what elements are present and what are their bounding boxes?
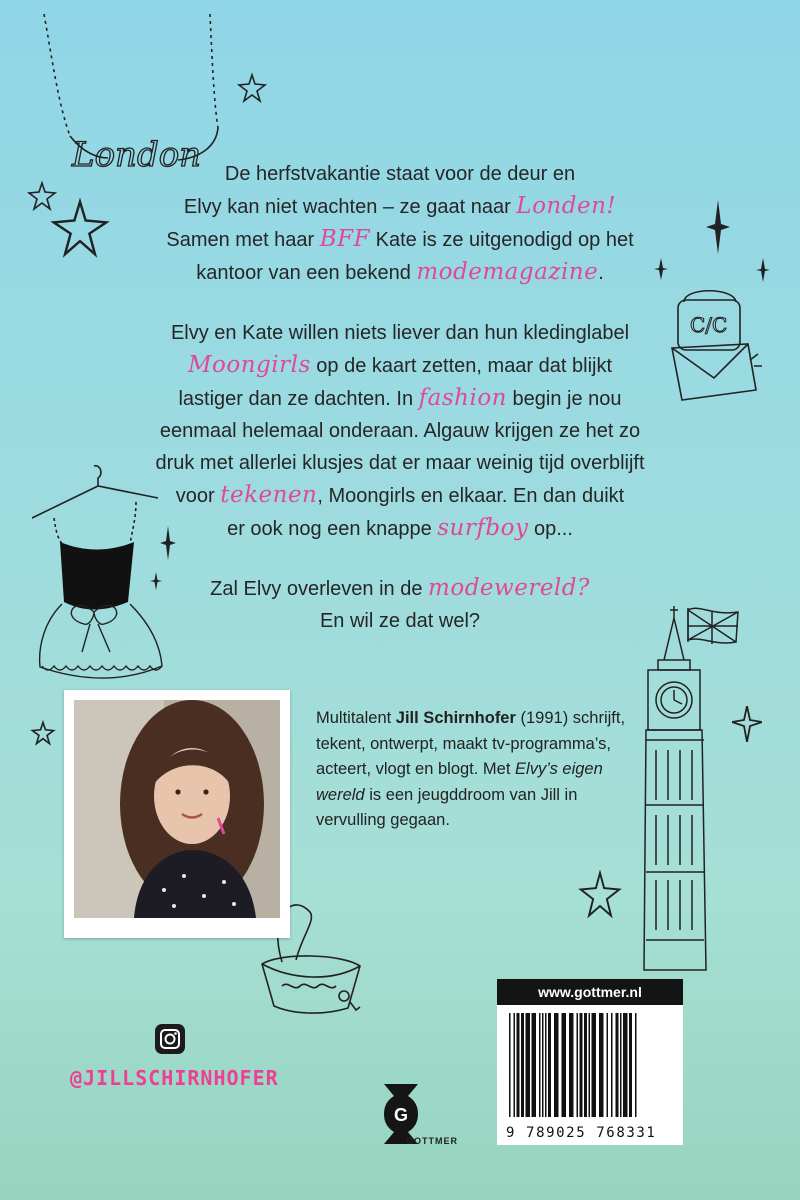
blurb-line [0,572,800,605]
barcode-bar [521,1013,524,1117]
barcode-bar [616,1013,619,1117]
instagram-handle[interactable]: @JILLSCHIRNHOFER [70,1066,279,1090]
barcode-bar [580,1013,583,1117]
star-icon [236,72,268,104]
big-ben-doodle [620,600,760,980]
barcode-bar [611,1013,613,1117]
blurb-paragraph-2 [0,317,800,545]
gottmer-logo-letter: G [393,1105,409,1125]
author-photo-frame [64,690,290,938]
barcode-bar [607,1013,609,1117]
blurb-text: voor [175,485,221,507]
blurb-text: Elvy en Kate willen niets liever dan hun kledinglabel [170,322,630,344]
barcode-bar [589,1013,591,1117]
necklace-text: London [72,135,202,175]
blurb-text: Kate is ze uitgenodigd op het [370,229,634,251]
barcode-bar [623,1013,628,1117]
barcode-bar [635,1013,637,1117]
barcode-bar [569,1013,574,1117]
handwritten-word: modemagazine [416,259,599,285]
blurb-line [0,317,800,349]
handwritten-word: Moongirls [187,352,311,378]
blurb-text: Zal Elvy overleven in de [210,578,429,600]
blurb-line [0,479,800,512]
star-icon [578,870,622,920]
blurb-text: De herfstvakantie staat voor de deur en [224,163,576,185]
barcode-bar [517,1013,520,1117]
blurb-line [0,512,800,545]
barcode-bar [577,1013,579,1117]
blurb-line [0,223,800,256]
publisher-name: GOTTMER [406,1136,458,1146]
star-icon [30,720,56,746]
blurb-text: begin je nou [506,388,622,410]
blurb-text: op... [528,518,573,540]
blurb-text: druk met allerlei klusjes dat er maar weinig tijd overblijft [155,452,645,474]
blurb-paragraph-1 [0,158,800,289]
gottmer-logo [376,1084,426,1144]
isbn-number: 9 789025 768331 [506,1125,657,1141]
blurb-text: , Moongirls en elkaar. En dan duikt [317,485,625,507]
blurb-paragraph-3 [0,572,800,637]
handwritten-word: fashion [418,385,507,411]
blurb-text: op de kaart zetten, maar dat blijkt [310,355,613,377]
barcode-bar [509,1013,511,1117]
barcode-bar [526,1013,531,1117]
star-icon [732,706,762,742]
handwritten-word: Londen! [516,193,617,219]
barcode-bar [592,1013,597,1117]
author-photo [74,700,280,918]
handwritten-word: BFF [319,226,371,252]
barcode-bar [532,1013,537,1117]
barcode-bar [562,1013,567,1117]
blurb-line [0,158,800,190]
blurb-line [0,382,800,415]
blurb-text: Samen met haar [166,229,320,251]
blurb-line [0,190,800,223]
blurb-text: Elvy kan niet wachten – ze gaat naar [183,196,517,218]
blurb-text: er ook nog een knappe [227,518,438,540]
bio-text: Multitalent [316,709,396,727]
barcode-bar [620,1013,622,1117]
barcode-bar [539,1013,541,1117]
barcode-bar [542,1013,544,1117]
blurb-line [0,605,800,637]
handwritten-word: surfboy [437,515,529,541]
blurb-text: eenmaal helemaal onderaan. Algauw krijgen ze het zo [159,420,641,442]
author-name: Jill Schirnhofer [395,709,516,727]
blurb-text: . [598,262,604,284]
barcode-bar [554,1013,559,1117]
blurb-text: lastiger dan ze dachten. In [178,388,419,410]
blurb-line [0,256,800,289]
handwritten-word: tekenen [220,482,318,508]
barcode-bar [629,1013,632,1117]
barcode-bar [514,1013,516,1117]
barcode-bar [584,1013,587,1117]
bio-text: (1991) schrijft, tekent, ontwerpt, maakt tv-programma’s, acteert, vlogt en blogt. Met [316,709,626,778]
instagram-icon[interactable] [155,1024,185,1054]
blurb-line [0,349,800,382]
publisher-website[interactable]: www.gottmer.nl [497,979,683,1005]
book-title: Elvy’s eigen wereld [316,760,603,804]
blurb-text: En wil ze dat wel? [319,610,481,632]
bag-monogram: C/C [690,313,728,337]
blurb-line [0,415,800,447]
bio-text: is een jeugddroom van Jill in vervulling gegaan. [316,785,578,829]
isbn-barcode [497,1005,683,1145]
blurb-text: kantoor van een bekend [196,262,417,284]
barcode-bar [548,1013,551,1117]
barcode-bar [599,1013,604,1117]
handwritten-word: modewereld? [428,575,590,601]
barcode-bar [545,1013,547,1117]
author-bio [316,706,636,834]
blurb-line [0,447,800,479]
